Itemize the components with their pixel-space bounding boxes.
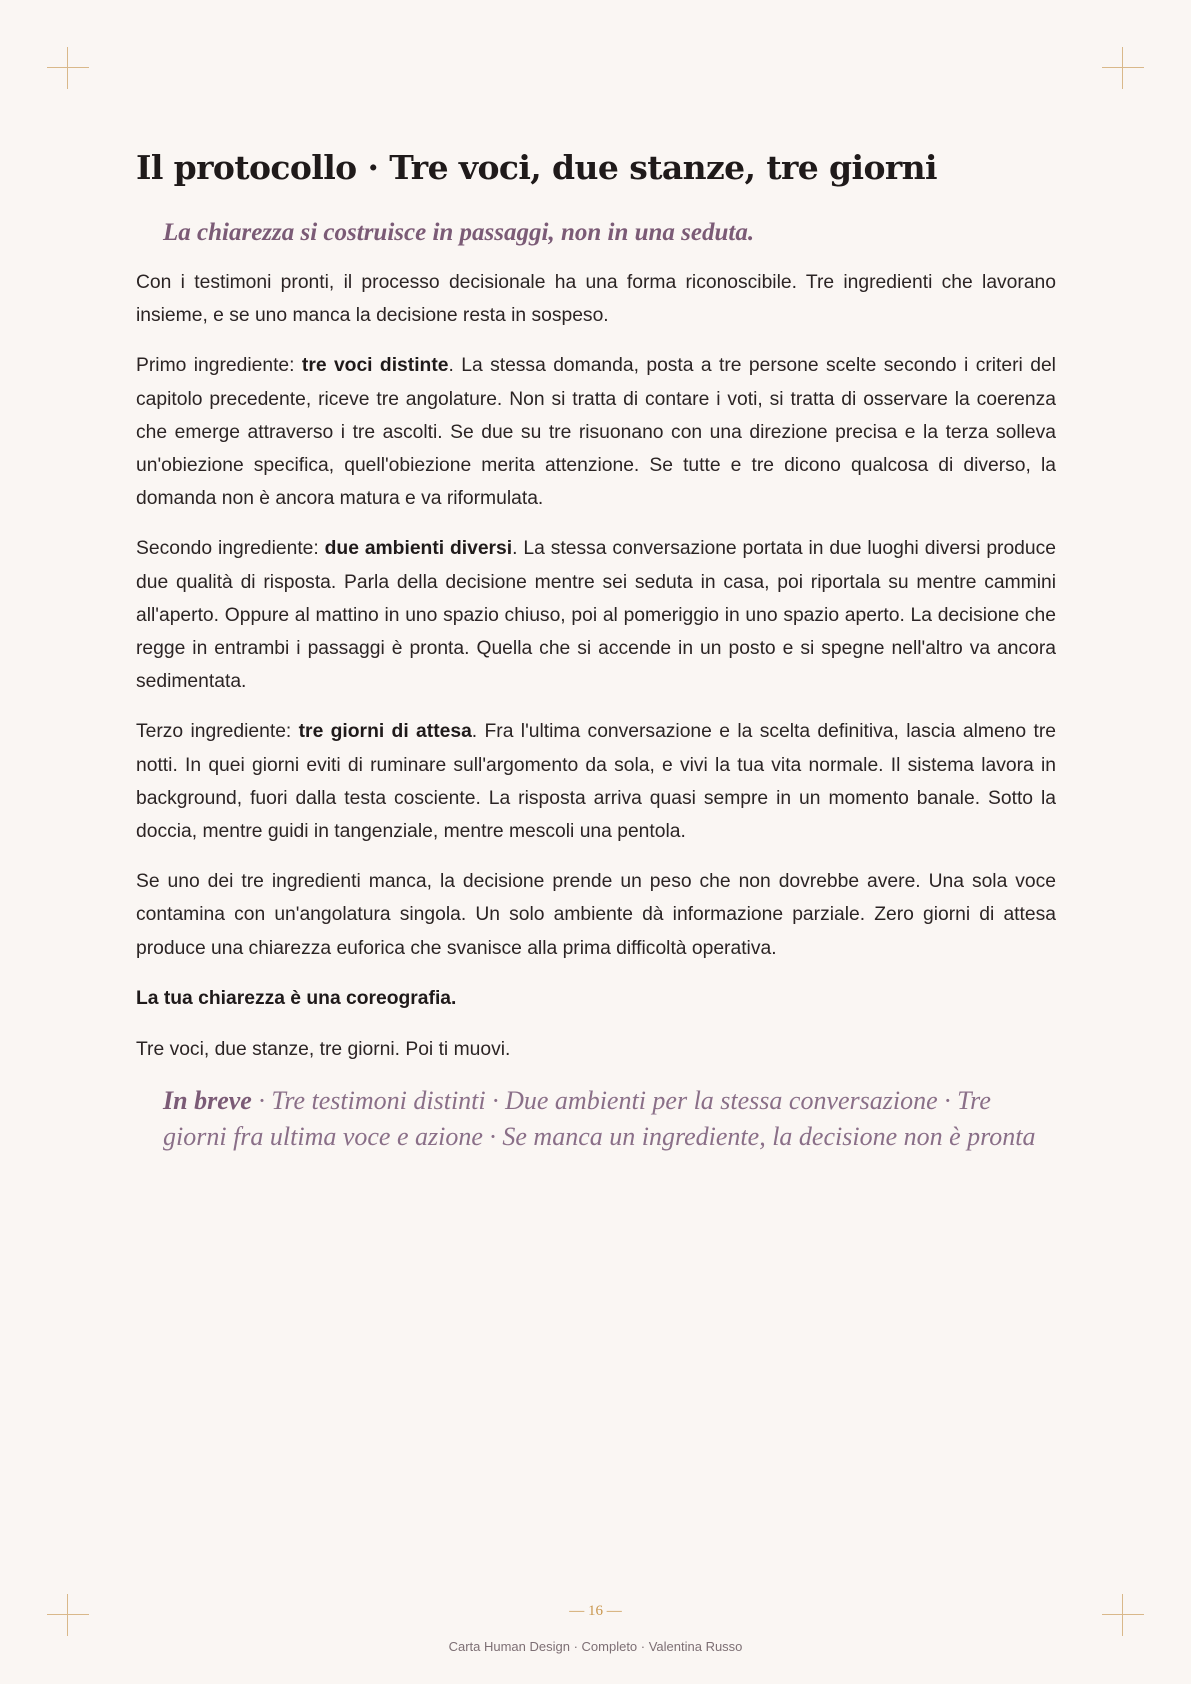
summary-text: · Tre testimoni distinti · Due ambienti per la stessa conversazione · Tre giorni fra ultima voce e azione · Se manca un ingrediente, la decisione non è pronta bbox=[163, 1086, 1036, 1152]
page-footer: Carta Human Design · Completo · Valentina Russo bbox=[448, 1639, 743, 1654]
bold-statement: La tua chiarezza è una coreografia. bbox=[136, 987, 457, 1009]
corner-mark-top-left bbox=[47, 47, 89, 89]
paragraph-second-ingredient bbox=[136, 532, 1056, 698]
highlight-text: tre voci distinte bbox=[301, 355, 449, 377]
summary-box bbox=[163, 1083, 1043, 1155]
paragraph-choreography bbox=[136, 982, 1056, 1015]
paragraph-first-ingredient bbox=[136, 349, 1056, 515]
paragraph-third-ingredient bbox=[136, 715, 1056, 848]
page-title: Il protocollo · Tre voci, due stanze, tre giorni bbox=[136, 148, 937, 187]
paragraph-rest: . La stessa conversazione portata in due luoghi diversi produce due qualità di risposta. Parla della decisione mentre sei seduta in casa, poi riportala su mentre cammini all'aperto. Oppure al mattino in uno spazio chiuso, poi al pomeriggio in uno spazio aperto. La decisione che regge in entrambi i passaggi è pronta. Quella che si accende in un posto e si spegne nell'altro va ancora sedimentata. bbox=[136, 538, 1056, 693]
paragraph-prefix: Primo ingrediente: bbox=[136, 355, 302, 377]
page-subtitle: La chiarezza si costruisce in passaggi, non in una seduta. bbox=[163, 219, 755, 246]
summary-lead: In breve bbox=[163, 1086, 252, 1116]
page-number: — 16 — bbox=[569, 1603, 622, 1619]
page-content bbox=[136, 146, 1056, 1155]
paragraph-prefix: Terzo ingrediente: bbox=[136, 721, 299, 743]
corner-mark-top-right bbox=[1102, 47, 1144, 89]
body-text bbox=[136, 266, 1056, 1066]
paragraph-prefix: Secondo ingrediente: bbox=[136, 538, 325, 560]
highlight-text: due ambienti diversi bbox=[324, 538, 513, 560]
highlight-text: tre giorni di attesa bbox=[298, 721, 472, 743]
paragraph-rest: . La stessa domanda, posta a tre persone scelte secondo i criteri del capitolo precedente, riceve tre angolature. Non si tratta di contare i voti, si tratta di osservare la coerenza che emerge attraverso i tre ascolti. Se due su tre risuonano con una direzione precisa e la terza solleva un'obiezione specifica, quell'obiezione merita attenzione. Se tutte e tre dicono qualcosa di diverso, la domanda non è ancora matura e va riformulata. bbox=[136, 355, 1056, 510]
paragraph-intro: Con i testimoni pronti, il processo decisionale ha una forma riconoscibile. Tre ingredienti che lavorano insieme, e se uno manca la decisione resta in sospeso. bbox=[136, 272, 1056, 327]
paragraph-closing: Tre voci, due stanze, tre giorni. Poi ti muovi. bbox=[136, 1039, 511, 1061]
paragraph-rest: . Fra l'ultima conversazione e la scelta definitiva, lascia almeno tre notti. In quei giorni eviti di ruminare sull'argomento da sola, e vivi la tua vita normale. Il sistema lavora in background, fuori dalla testa cosciente. La risposta arriva quasi sempre in un momento banale. Sotto la doccia, mentre guidi in tangenziale, mentre mescoli una pentola. bbox=[136, 721, 1056, 843]
paragraph-missing-ingredient: Se uno dei tre ingredienti manca, la decisione prende un peso che non dovrebbe avere. Una sola voce contamina con un'angolatura singola. Un solo ambiente dà informazione parziale. Zero giorni di attesa produce una chiarezza euforica che svanisce alla prima difficoltà operativa. bbox=[136, 871, 1056, 959]
